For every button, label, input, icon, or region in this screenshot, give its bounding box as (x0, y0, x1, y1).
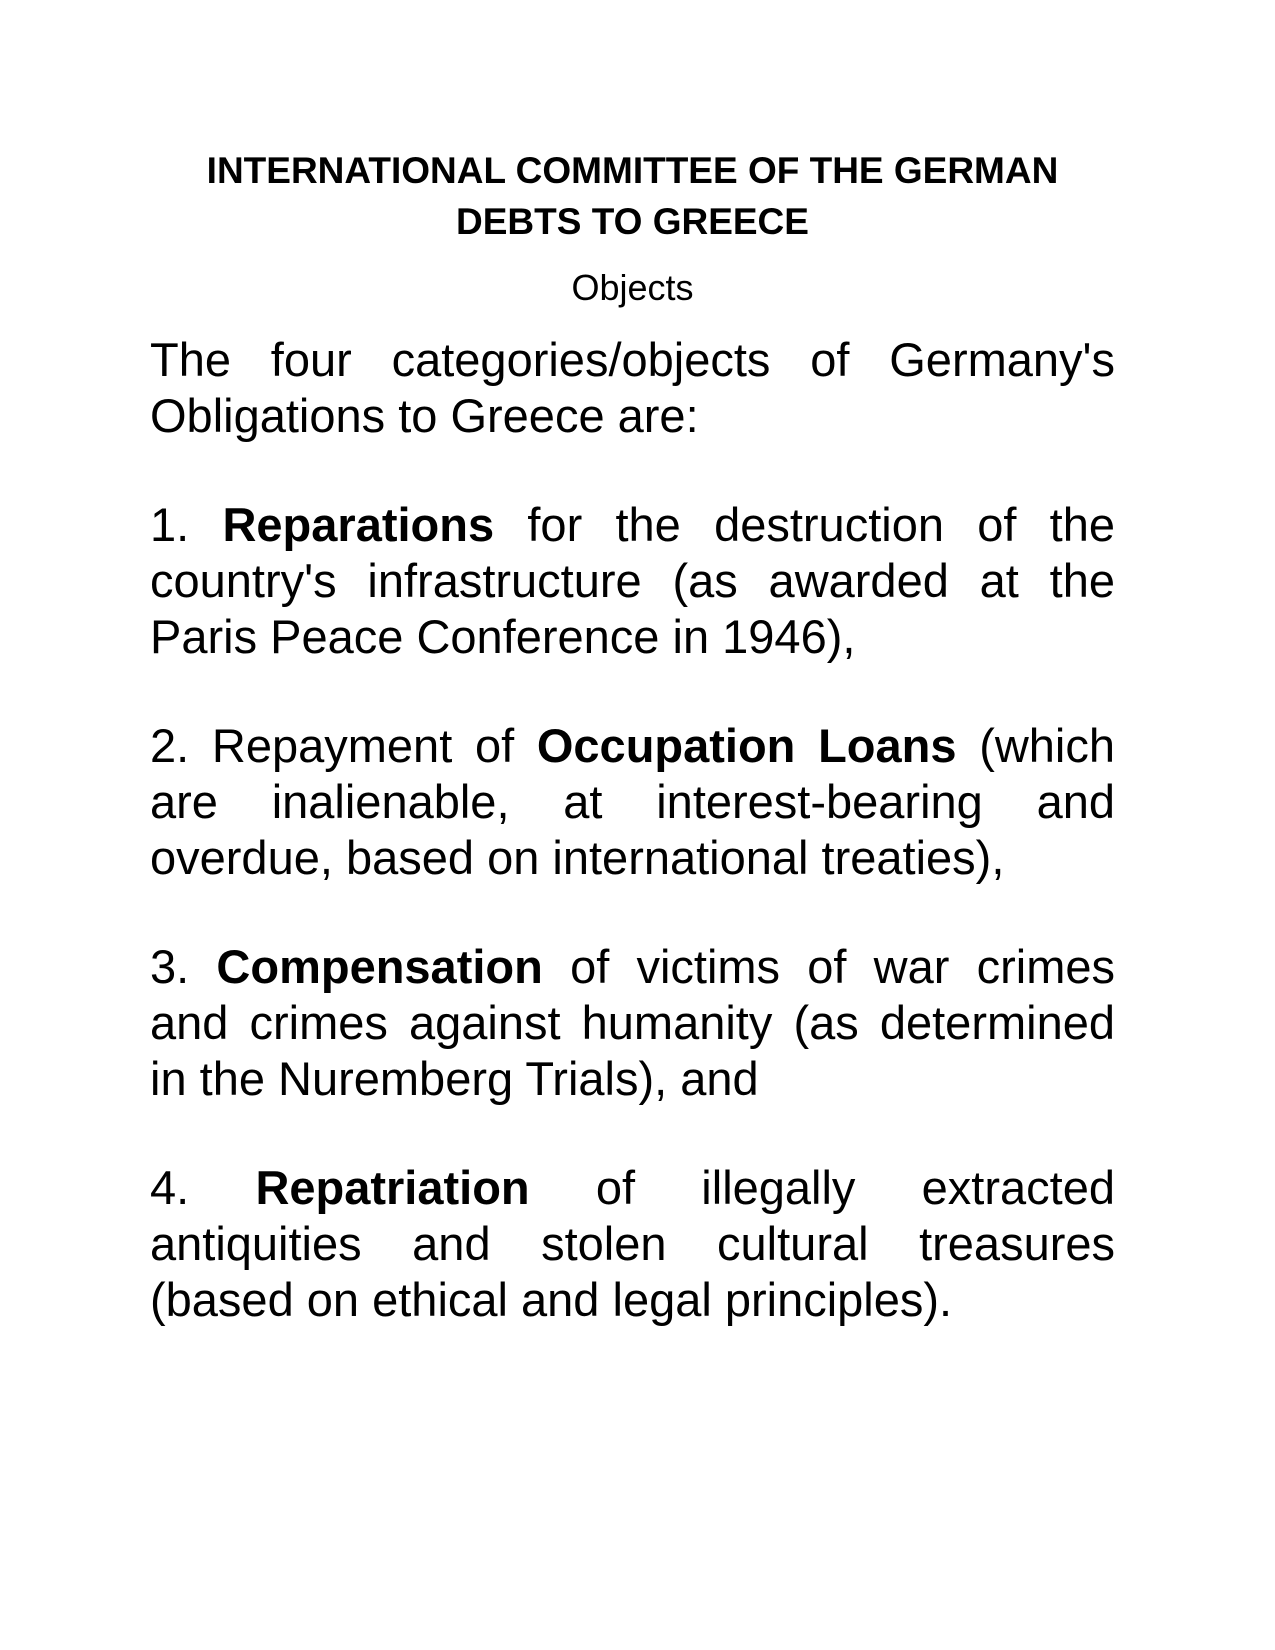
document-subtitle: Objects (571, 267, 694, 308)
item-description: of victims of war crimes and crimes against humanity (as determined in the Nuremberg Trials), and (150, 940, 1116, 1105)
item-number: 3. (150, 940, 190, 993)
document-page (150, 145, 1115, 1328)
obligation-item-2 (150, 718, 1115, 886)
item-prefix: Repayment of (211, 719, 515, 772)
item-number: 2. (150, 719, 190, 772)
item-description: (which are inalienable, at interest-bearing and overdue, based on international treaties), (150, 719, 1116, 884)
obligation-item-4 (150, 1160, 1115, 1328)
item-description: of illegally extracted antiquities and stolen cultural treasures (based on ethical and legal principles). (150, 1161, 1115, 1326)
item-number: 4. (150, 1161, 190, 1214)
item-term: Compensation (216, 940, 543, 993)
item-description: for the destruction of the country's infrastructure (as awarded at the Paris Peace Conference in 1946), (150, 498, 1116, 663)
item-term: Repatriation (255, 1161, 530, 1214)
document-title: INTERNATIONAL COMMITTEE OF THE GERMAN DEBTS TO GREECE (206, 150, 1059, 242)
item-term: Occupation Loans (536, 719, 957, 772)
intro-paragraph: The four categories/objects of Germany's Obligations to Greece are: (150, 333, 1115, 442)
item-number: 1. (150, 498, 190, 551)
obligation-item-1 (150, 497, 1115, 665)
item-term: Reparations (222, 498, 495, 551)
obligation-item-3 (150, 939, 1115, 1107)
